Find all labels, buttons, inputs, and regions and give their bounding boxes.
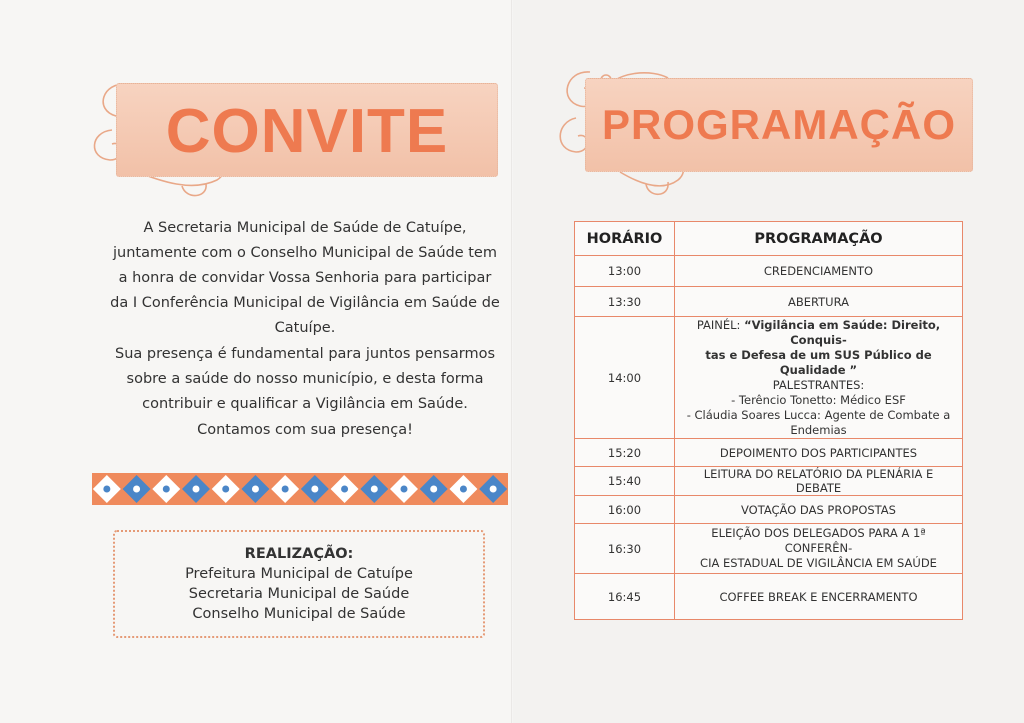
page-fold <box>511 0 513 723</box>
invite-banner <box>116 83 498 177</box>
row-activity-line: ELEIÇÃO DOS DELEGADOS PARA A 1ª CONFERÊN- <box>711 526 926 555</box>
band-dot <box>371 486 378 493</box>
band-dot <box>103 486 110 493</box>
row-time: 16:00 <box>575 496 675 524</box>
row-activity-line: CIA ESTADUAL DE VIGILÂNCIA EM SAÚDE <box>700 556 937 570</box>
row-time: 14:00 <box>575 317 675 439</box>
band-dot <box>222 486 229 493</box>
band-dot <box>341 486 348 493</box>
program-title: PROGRAMAÇÃO <box>602 101 956 148</box>
band-dot <box>401 486 408 493</box>
band-dot <box>460 486 467 493</box>
band-dot <box>133 486 140 493</box>
band-dot <box>193 486 200 493</box>
credits-title: REALIZAÇÃO: <box>244 546 354 562</box>
speaker-item-cont: Endemias <box>790 422 847 437</box>
invite-presence-text: Sua presença é fundamental para juntos pensarmos sobre a saúde do nosso município, e desta forma contribuir e qualificar a Vigilância em Saúde. <box>114 346 496 412</box>
credits-line: Prefeitura Municipal de Catuípe <box>185 566 413 582</box>
credits-line: Conselho Municipal de Saúde <box>192 606 406 622</box>
row-activity: CREDENCIAMENTO <box>675 256 963 287</box>
schedule-table <box>574 221 963 620</box>
row-activity: DEPOIMENTO DOS PARTICIPANTES <box>675 439 963 467</box>
invite-title: CONVITE <box>165 97 449 166</box>
credits-line: Secretaria Municipal de Saúde <box>188 586 410 602</box>
program-banner <box>585 78 973 172</box>
band-dot <box>311 486 318 493</box>
row-activity: COFFEE BREAK E ENCERRAMENTO <box>675 574 963 620</box>
row-time: 15:20 <box>575 439 675 467</box>
band-dot <box>163 486 170 493</box>
band-dot <box>430 486 437 493</box>
speaker-item: - Terêncio Tonetto: Médico ESF <box>731 392 906 407</box>
table-row <box>575 496 963 524</box>
row-time: 13:30 <box>575 287 675 317</box>
panel-title-cont: tas e Defesa de um SUS Público de Qualidade ” <box>705 347 932 377</box>
panel-title: “Vigilância em Saúde: Direito, Conquis- <box>744 317 941 347</box>
table-row <box>575 256 963 287</box>
row-activity: LEITURA DO RELATÓRIO DA PLENÁRIA E DEBATE <box>675 467 963 496</box>
band-dot <box>252 486 259 493</box>
row-time: 16:30 <box>575 524 675 574</box>
row-time: 16:45 <box>575 574 675 620</box>
table-header-row <box>575 222 963 256</box>
header-time: HORÁRIO <box>575 222 675 256</box>
decorative-diamond-band <box>92 473 508 505</box>
table-row <box>575 287 963 317</box>
row-time: 15:40 <box>575 467 675 496</box>
panel-prefix: PAINÉL: <box>696 317 745 332</box>
band-dot <box>490 486 497 493</box>
row-activity <box>675 317 963 439</box>
invite-thanks-text: Contamos com sua presença! <box>197 422 413 438</box>
row-activity: ABERTURA <box>675 287 963 317</box>
row-activity: VOTAÇÃO DAS PROPOSTAS <box>675 496 963 524</box>
speakers-label: PALESTRANTES: <box>772 377 865 392</box>
table-row <box>575 317 963 439</box>
table-row <box>575 439 963 467</box>
credits-box <box>113 530 485 638</box>
table-row <box>575 524 963 574</box>
table-row <box>575 467 963 496</box>
speaker-item: - Cláudia Soares Lucca: Agente de Combate a <box>686 407 951 422</box>
invite-intro-text: A Secretaria Municipal de Saúde de Catuípe, juntamente com o Conselho Municipal de Saúde tem a honra de convidar Vossa Senhoria para participar da I Conferência Municipal de Vigilância em Saúde de Catuípe. <box>110 220 500 336</box>
row-activity <box>675 524 963 574</box>
row-time: 13:00 <box>575 256 675 287</box>
band-dot <box>282 486 289 493</box>
header-activity: PROGRAMAÇÃO <box>675 222 963 256</box>
table-row <box>575 574 963 620</box>
